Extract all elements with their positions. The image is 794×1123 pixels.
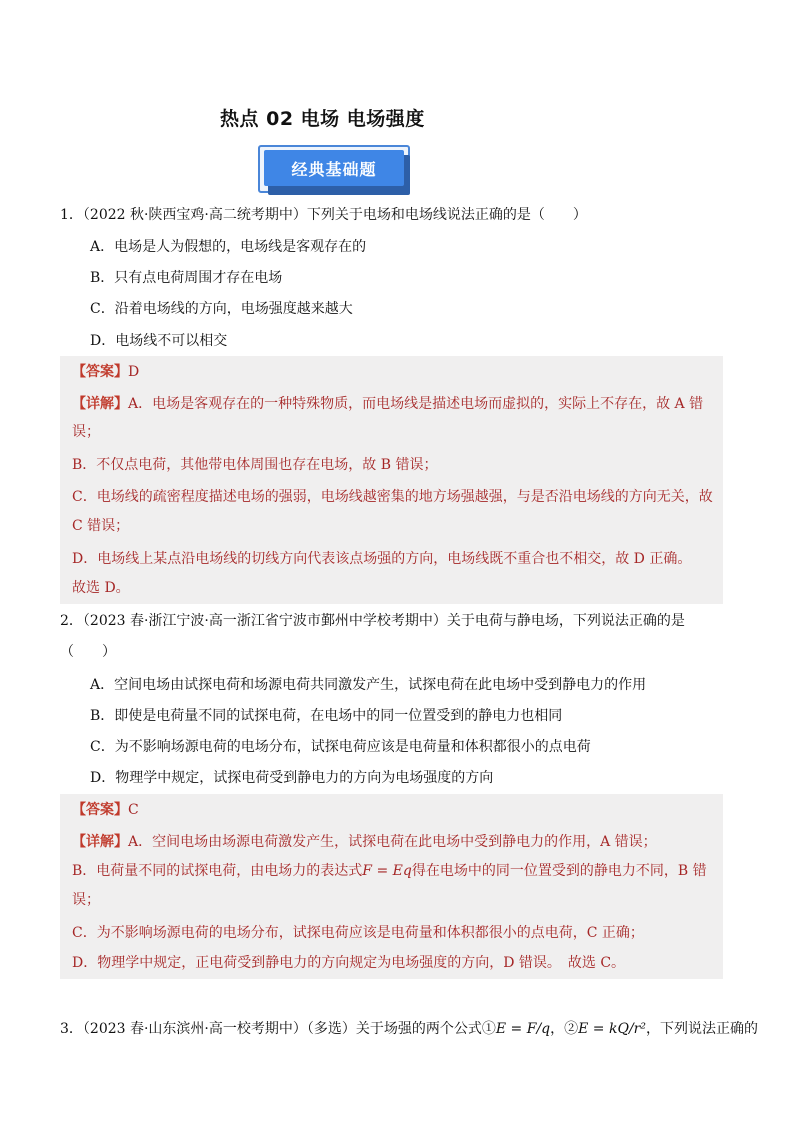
- formula-e-f-over-q: E = F/q: [495, 1021, 551, 1037]
- question-1-detail-line: 故选 D。: [72, 580, 130, 596]
- detail-text: A．电场是客观存在的一种特殊物质，而电场线是描述电场而虚拟的，实际上不存在，故 A 错: [128, 396, 704, 412]
- question-1-answer: [72, 362, 719, 382]
- detail-text: 得在电场中的同一位置受到的静电力不同，B 错: [411, 863, 707, 879]
- stem-text: 3．（2023 春·山东滨州·高一校考期中）（多选）关于场强的两个公式①: [60, 1021, 496, 1037]
- section-badge: [258, 145, 410, 195]
- question-2-option-d: D．物理学中规定，试探电荷受到静电力的方向为电场强度的方向: [90, 770, 494, 786]
- question-1-detail-line: D．电场线上某点沿电场线的切线方向代表该点场强的方向，电场线既不重合也不相交，故 D 正确。: [72, 551, 692, 567]
- question-2-answer-box: [60, 794, 723, 979]
- detail-tag: 【详解】: [72, 396, 128, 412]
- question-2-stem: 2．（2023 春·浙江宁波·高一浙江省宁波市鄞州中学校考期中）关于电荷与静电场，下列说法正确的是: [60, 613, 685, 629]
- question-2-detail-line: C．为不影响场源电荷的电场分布，试探电荷应该是电荷量和体积都很小的点电荷，C 正确；: [72, 925, 644, 941]
- question-1-detail-line: B．不仅点电荷，其他带电体周围也存在电场，故 B 错误；: [72, 457, 438, 473]
- question-1-answer-box: [60, 356, 723, 604]
- detail-text: A．空间电场由场源电荷激发产生，试探电荷在此电场中受到静电力的作用，A 错误；: [128, 834, 657, 850]
- question-2-detail-line: [72, 861, 719, 881]
- question-2-option-c: C．为不影响场源电荷的电场分布，试探电荷应该是电荷量和体积都很小的点电荷: [90, 739, 591, 755]
- question-1-detail-line: C 错误；: [72, 518, 130, 534]
- stem-text: ，下列说法正确的: [645, 1021, 758, 1037]
- answer-value: D: [128, 364, 140, 380]
- question-1-option-b: B．只有点电荷周围才存在电场: [90, 270, 283, 286]
- detail-tag: 【详解】: [72, 834, 128, 850]
- question-2-detail-line: [72, 832, 719, 852]
- question-1-option-c: C．沿着电场线的方向，电场强度越来越大: [90, 301, 353, 317]
- formula-e-kq-over-r2: E = kQ/r²: [578, 1021, 646, 1037]
- question-1-detail-line: C．电场线的疏密程度描述电场的强弱，电场线越密集的地方场强越强，与是否沿电场线的方向无关，故: [72, 489, 713, 505]
- question-2-answer: [72, 800, 719, 820]
- question-2-stem-cont: （ ）: [60, 644, 116, 660]
- question-2-detail-line: 误；: [72, 892, 100, 908]
- detail-text: B．电荷量不同的试探电荷，由电场力的表达式: [72, 863, 363, 879]
- question-2-option-b: B．即使是电荷量不同的试探电荷，在电场中的同一位置受到的静电力也相同: [90, 708, 563, 724]
- question-1-stem: 1．（2022 秋·陕西宝鸡·高二统考期中）下列关于电场和电场线说法正确的是（ ）: [60, 207, 587, 223]
- stem-text: ，②: [550, 1021, 579, 1037]
- answer-tag: 【答案】: [72, 802, 128, 818]
- question-1-detail-line: [72, 394, 719, 414]
- answer-value: C: [128, 802, 139, 818]
- page-title: 热点 02 电场 电场强度: [220, 108, 425, 130]
- question-2-detail-line: D．物理学中规定，正电荷受到静电力的方向规定为电场强度的方向，D 错误。 故选 C。: [72, 955, 626, 971]
- badge-label: 经典基础题: [264, 150, 404, 186]
- question-1-option-d: D．电场线不可以相交: [90, 333, 228, 349]
- question-1-option-a: A．电场是人为假想的，电场线是客观存在的: [90, 239, 367, 255]
- question-1-detail-line: 误；: [72, 424, 100, 440]
- answer-tag: 【答案】: [72, 364, 128, 380]
- formula-f-eq: F = Eq: [362, 863, 412, 879]
- question-3-stem: [60, 1019, 760, 1040]
- question-2-option-a: A．空间电场由试探电荷和场源电荷共同激发产生，试探电荷在此电场中受到静电力的作用: [90, 677, 647, 693]
